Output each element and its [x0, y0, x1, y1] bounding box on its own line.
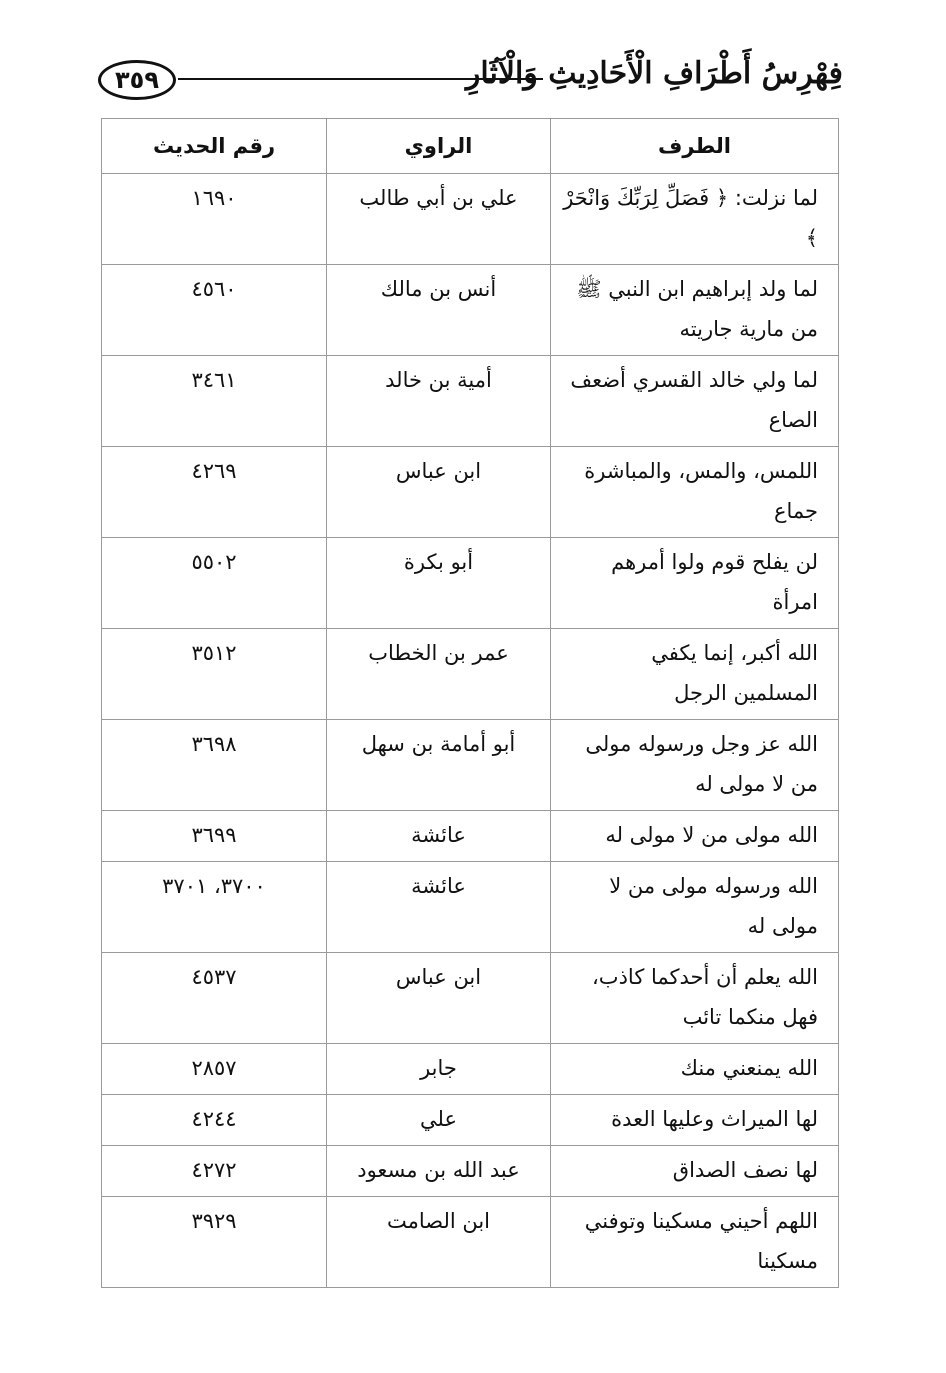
hadith-number: ٤٢٧٢ — [102, 1146, 327, 1197]
hadith-number: ٤٢٦٩ — [102, 447, 327, 538]
hadith-narrator: جابر — [327, 1044, 551, 1095]
hadith-tarf: اللمس، والمس، والمباشرة جماع — [551, 447, 839, 538]
hadith-tarf: لما نزلت: ﴿ فَصَلِّ لِرَبِّكَ وَانْحَرْ ﴾ — [551, 174, 839, 265]
hadith-tarf: اللهم أحيني مسكينا وتوفني مسكينا — [551, 1197, 839, 1288]
hadith-narrator: عائشة — [327, 811, 551, 862]
hadith-narrator: ابن عباس — [327, 447, 551, 538]
hadith-narrator: أمية بن خالد — [327, 356, 551, 447]
hadith-number: ٣٩٢٩ — [102, 1197, 327, 1288]
hadith-narrator: عمر بن الخطاب — [327, 629, 551, 720]
hadith-tarf: لها الميراث وعليها العدة — [551, 1095, 839, 1146]
table-row — [102, 174, 839, 265]
hadith-number: ٣٦٩٩ — [102, 811, 327, 862]
hadith-tarf: الله يمنعني منك — [551, 1044, 839, 1095]
hadith-narrator: ابن الصامت — [327, 1197, 551, 1288]
hadith-narrator: علي — [327, 1095, 551, 1146]
hadith-narrator: علي بن أبي طالب — [327, 174, 551, 265]
hadith-narrator: أنس بن مالك — [327, 265, 551, 356]
hadith-tarf: لها نصف الصداق — [551, 1146, 839, 1197]
page-header — [98, 52, 843, 112]
hadith-number: ٤٥٦٠ — [102, 265, 327, 356]
hadith-narrator: أبو بكرة — [327, 538, 551, 629]
hadith-narrator: عبد الله بن مسعود — [327, 1146, 551, 1197]
hadith-number: ٤٥٣٧ — [102, 953, 327, 1044]
page-number: ٣٥٩ — [98, 60, 176, 100]
hadith-number: ٢٨٥٧ — [102, 1044, 327, 1095]
hadith-tarf: الله مولى من لا مولى له — [551, 811, 839, 862]
hadith-tarf: الله يعلم أن أحدكما كاذب، فهل منكما تائب — [551, 953, 839, 1044]
hadith-number: ٣٥١٢ — [102, 629, 327, 720]
hadith-number: ٣٤٦١ — [102, 356, 327, 447]
table-row — [102, 356, 839, 447]
hadith-number: ٣٦٩٨ — [102, 720, 327, 811]
hadith-tarf: الله عز وجل ورسوله مولى من لا مولى له — [551, 720, 839, 811]
page-title: فِهْرِسُ أَطْرَافِ الْأَحَادِيثِ وَالْآثَارِ — [465, 56, 843, 91]
column-header-number: رقم الحديث — [102, 119, 327, 174]
table-row — [102, 629, 839, 720]
hadith-tarf: لما ولي خالد القسري أضعف الصاع — [551, 356, 839, 447]
hadith-number: ٥٥٠٢ — [102, 538, 327, 629]
table-row — [102, 720, 839, 811]
table-row — [102, 953, 839, 1044]
hadith-number: ٤٢٤٤ — [102, 1095, 327, 1146]
table-row — [102, 1197, 839, 1288]
table-row — [102, 811, 839, 862]
hadith-tarf: الله ورسوله مولى من لا مولى له — [551, 862, 839, 953]
hadith-narrator: ابن عباس — [327, 953, 551, 1044]
hadith-tarf: لما ولد إبراهيم ابن النبي ﷺ من مارية جاريته — [551, 265, 839, 356]
hadith-number: ١٦٩٠ — [102, 174, 327, 265]
column-header-tarf: الطرف — [551, 119, 839, 174]
hadith-tarf: الله أكبر، إنما يكفي المسلمين الرجل — [551, 629, 839, 720]
hadith-tarf: لن يفلح قوم ولوا أمرهم امرأة — [551, 538, 839, 629]
table-row — [102, 1146, 839, 1197]
table-header-row — [102, 119, 839, 174]
hadith-narrator: أبو أمامة بن سهل — [327, 720, 551, 811]
table-row — [102, 1044, 839, 1095]
hadith-number: ٣٧٠٠، ٣٧٠١ — [102, 862, 327, 953]
table-row — [102, 1095, 839, 1146]
hadith-narrator: عائشة — [327, 862, 551, 953]
table-row — [102, 447, 839, 538]
table-row — [102, 265, 839, 356]
hadith-index-table — [101, 118, 839, 1288]
column-header-rawi: الراوي — [327, 119, 551, 174]
table-row — [102, 538, 839, 629]
table-row — [102, 862, 839, 953]
